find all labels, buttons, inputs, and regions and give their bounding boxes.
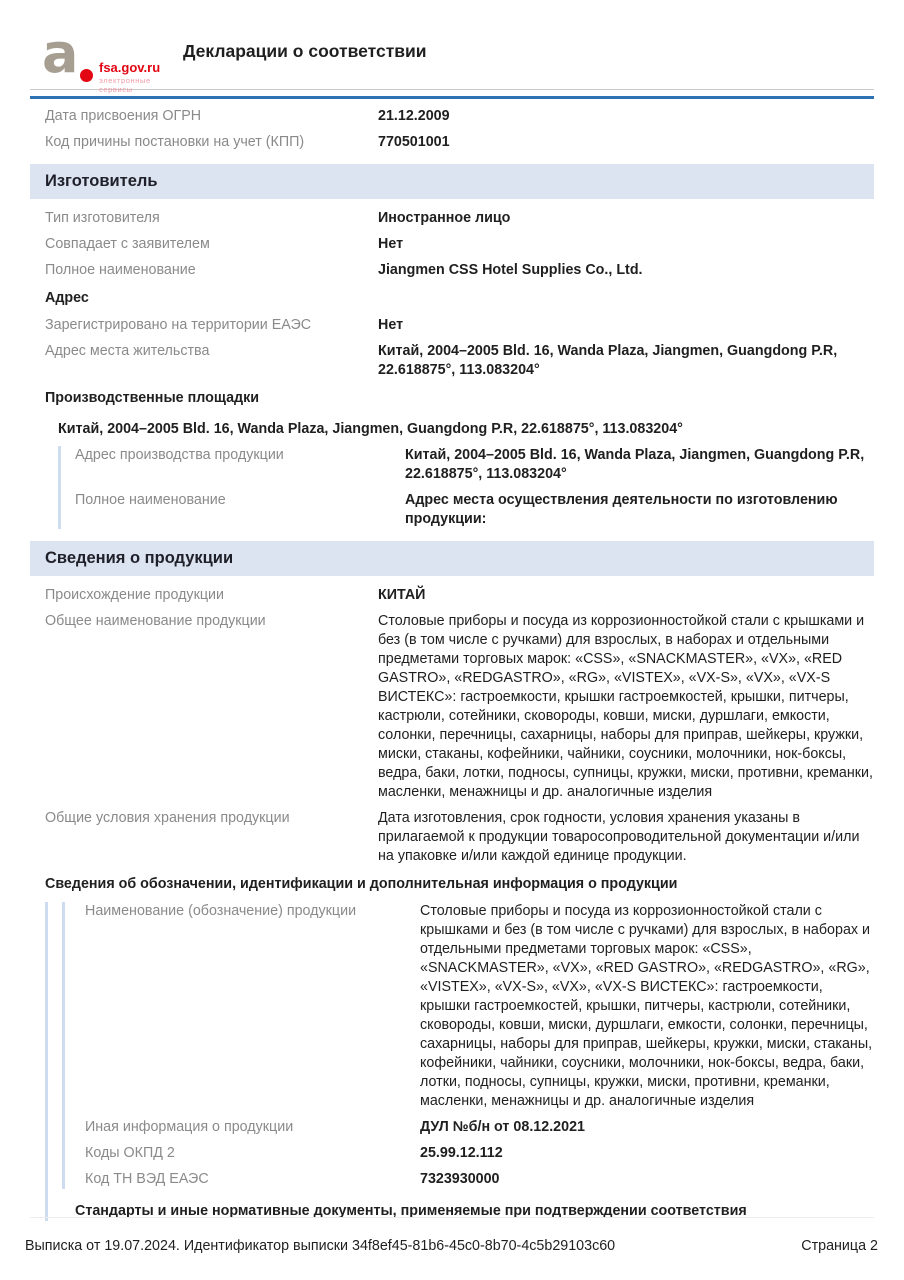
field-value: 770501001 (378, 134, 450, 150)
subheading-address: Адрес (45, 290, 89, 306)
field-value: Китай, 2004–2005 Bld. 16, Wanda Plaza, Jiangmen, Guangdong P.R, 22.618875°, 113.083204° (405, 447, 865, 482)
field-label: Полное наименование (45, 262, 196, 278)
field-value: 25.99.12.112 (420, 1145, 503, 1161)
fsa-logo-tagline: электронные сервисы (99, 76, 151, 94)
field-label: Адрес производства продукции (75, 447, 284, 463)
row-residence-address (30, 342, 874, 380)
row-tnved-code (85, 1170, 874, 1189)
row-product-designation (85, 902, 874, 1111)
row-product-origin (30, 586, 874, 605)
field-label: Зарегистрировано на территории ЕАЭС (45, 317, 312, 333)
field-label: Общее наименование продукции (45, 613, 266, 629)
field-label: Совпадает с заявителем (45, 236, 210, 252)
row-same-as-applicant (30, 235, 874, 254)
field-label: Происхождение продукции (45, 587, 224, 603)
identification-inner-block (62, 902, 874, 1189)
field-label: Адрес места жительства (45, 343, 210, 359)
field-value: Нет (378, 236, 404, 252)
row-full-name (30, 261, 874, 280)
field-label: Коды ОКПД 2 (85, 1145, 175, 1161)
field-label: Иная информация о продукции (85, 1119, 294, 1135)
footer-divider (30, 1217, 874, 1218)
field-value: КИТАЙ (378, 587, 426, 603)
fsa-logo (42, 22, 172, 94)
row-product-common-name (30, 612, 874, 802)
row-registered-eaeu (30, 316, 874, 335)
fsa-logo-text (99, 61, 172, 94)
field-value: Jiangmen CSS Hotel Supplies Co., Ltd. (378, 262, 643, 278)
subheading-standards: Стандарты и иные нормативные документы, применяемые при подтверждении соответствия (75, 1203, 747, 1219)
section-header-product-info: Сведения о продукции (30, 541, 874, 576)
subheading-identification: Сведения об обозначении, идентификации и дополнительная информация о продукции (45, 876, 678, 892)
field-value: Столовые приборы и посуда из коррозионностойкой стали с крышками и без (в том числе с ручками) для взрослых, в наборах и отдельными предметами торговых марок: «CSS», «SNACKMASTER», «VX», «RED GASTRO», «REDGASTRO», «RG», «VISTEX», «VX-S», «VX», «VX-S ВИСТЕКС»: гастроемкости, крышки гастроемкостей, крышки, питчеры, кастрюли, сотейники, сковороды, ковши, миски, дуршлаги, емкости, солонки, перечницы, сахарницы, наборы для приправ, шейкеры, кружки, миски, стаканы, кофейники, чайники, соусники, молочники, нок-боксы, ведра, баки, лотки, подносы, супницы, кружки, миски, противни, креманки, масленки, менажницы и др. аналогичные изделия (378, 613, 873, 800)
section-header-manufacturer: Изготовитель (30, 164, 874, 199)
field-value: Столовые приборы и посуда из коррозионностойкой стали с крышками и без (в том числе с ручками) для взрослых, в наборах и отдельными предметами торговых марок: «CSS», «SNACKMASTER», «VX», «RED GASTRO», «REDGASTRO», «RG», «VISTEX», «VX-S», «VX», «VX-S ВИСТЕКС»: гастроемкости, крышки гастроемкостей, крышки, питчеры, кастрюли, сотейники, сковороды, ковши, миски, дуршлаги, емкости, солонки, перечницы, сахарницы, наборы для приправ, шейкеры, кружки, миски, стаканы, кофейники, чайники, соусники, молочники, нок-боксы, ведра, баки, лотки, подносы, супницы, кружки, миски, противни, креманки, масленки, менажницы и др. аналогичные изделия (420, 903, 873, 1109)
row-ogrn-date (30, 107, 874, 126)
field-label: Общие условия хранения продукции (45, 810, 290, 826)
production-site-block (58, 446, 874, 529)
page-header (30, 0, 874, 94)
field-label: Полное наименование (75, 492, 226, 508)
fsa-logo-glyph-icon: а (42, 22, 79, 85)
accent-divider (30, 96, 874, 99)
row-production-full-name (75, 491, 874, 529)
identification-block (45, 902, 874, 1221)
field-value: Адрес места осуществления деятельности по изготовлению продукции: (405, 492, 838, 527)
fsa-logo-dot-icon (80, 69, 93, 82)
field-label: Дата присвоения ОГРН (45, 108, 202, 124)
row-okpd2-codes (85, 1144, 874, 1163)
field-value: Нет (378, 317, 404, 333)
field-label: Тип изготовителя (45, 210, 160, 226)
row-manufacturer-type (30, 209, 874, 228)
subheading-production-sites: Производственные площадки (45, 390, 260, 406)
field-value: Дата изготовления, срок годности, условия хранения указаны в прилагаемой к продукции товаросопроводительной документации и/или на упаковке и/или каждой единице продукции. (378, 810, 860, 864)
field-label: Код причины постановки на учет (КПП) (45, 134, 305, 150)
field-label: Наименование (обозначение) продукции (85, 903, 357, 919)
field-value: 21.12.2009 (378, 108, 450, 124)
row-storage-conditions (30, 809, 874, 866)
page-number: Страница 2 (801, 1238, 878, 1254)
field-value: Иностранное лицо (378, 210, 511, 226)
production-site-address: Китай, 2004–2005 Bld. 16, Wanda Plaza, Jiangmen, Guangdong P.R, 22.618875°, 113.083204° (58, 421, 683, 437)
page-footer (25, 1238, 878, 1254)
field-value: 7323930000 (420, 1171, 500, 1187)
ogrn-rows (30, 107, 874, 152)
field-value: ДУЛ №б/н от 08.12.2021 (420, 1119, 585, 1135)
extract-identifier: Выписка от 19.07.2024. Идентификатор выписки 34f8ef45-81b6-45c0-8b70-4c5b29103c60 (25, 1238, 616, 1254)
field-value: Китай, 2004–2005 Bld. 16, Wanda Plaza, Jiangmen, Guangdong P.R, 22.618875°, 113.083204° (378, 343, 838, 378)
fsa-logo-domain: fsa.gov.ru (99, 60, 161, 75)
row-kpp (30, 133, 874, 152)
row-other-product-info (85, 1118, 874, 1137)
page-title: Декларации о соответствии (183, 41, 427, 61)
row-production-address (75, 446, 874, 484)
field-label: Код ТН ВЭД ЕАЭС (85, 1171, 209, 1187)
